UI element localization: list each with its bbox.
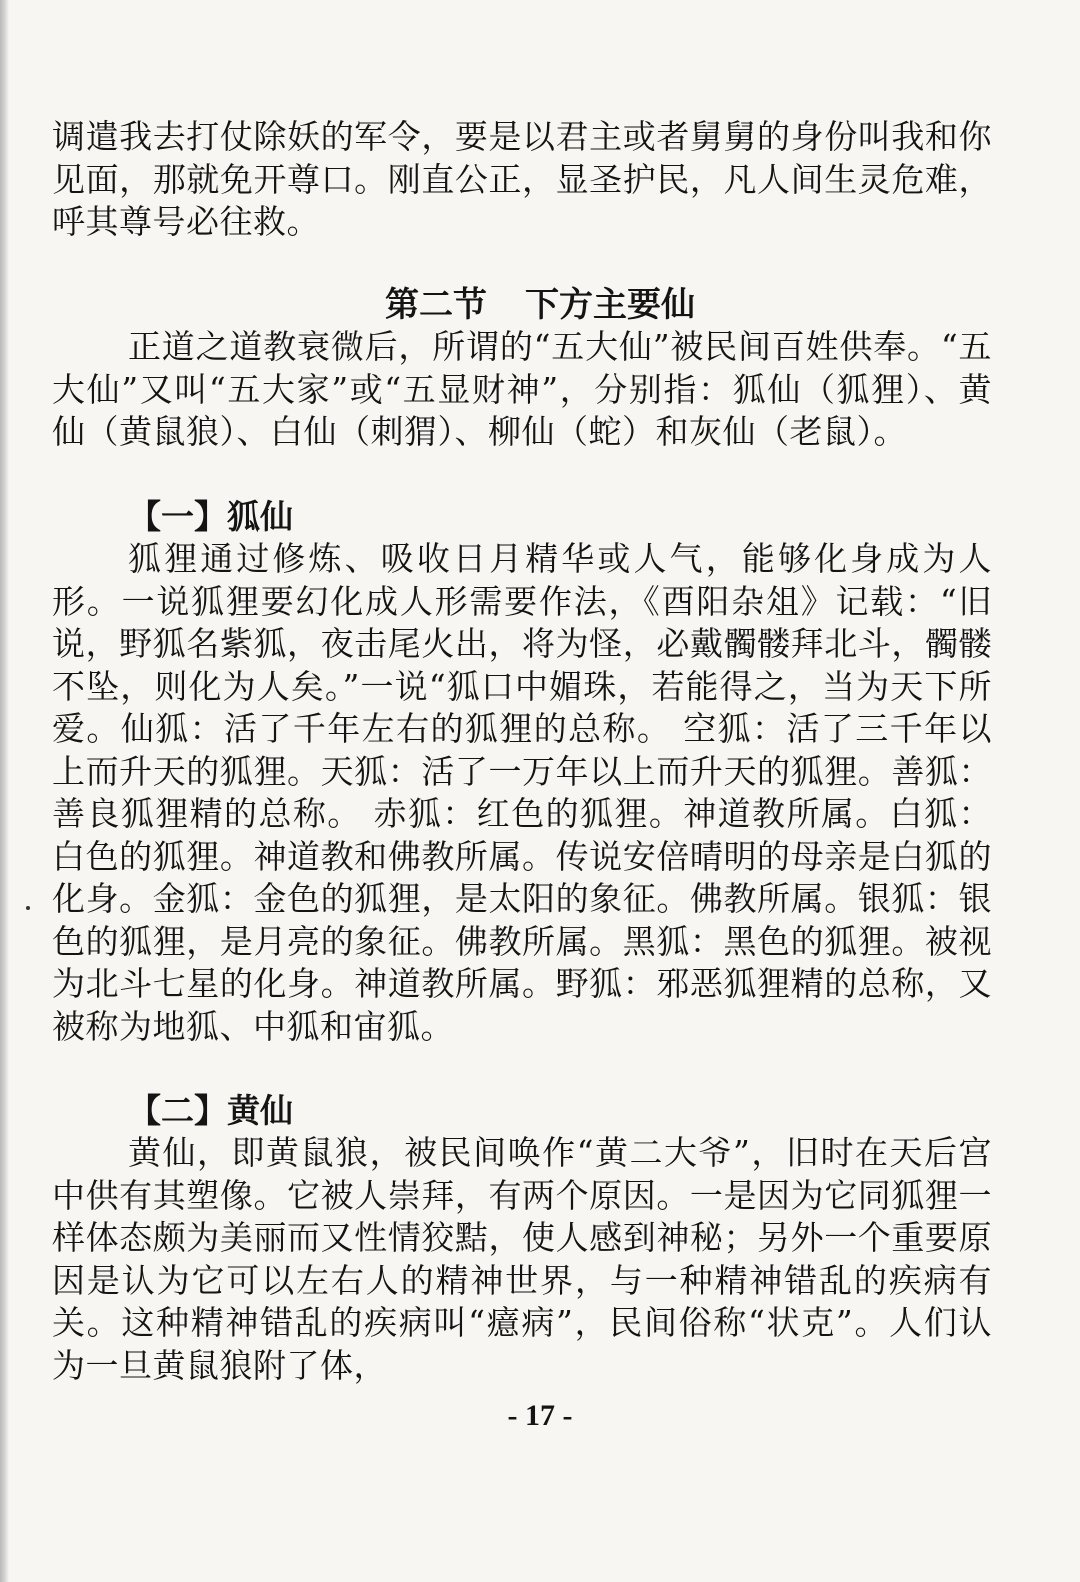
section-number: 第二节: [385, 285, 487, 325]
page-number: - 17 -: [507, 1399, 573, 1432]
section-title-text: 下方主要仙: [525, 285, 695, 325]
subheading-fox: 【一】狐仙: [128, 497, 293, 536]
continuation-paragraph: 调遣我去打仗除妖的军令，要是以君主或者舅舅的身份叫我和你见面，那就免开尊口。刚直公正，显圣护民，凡人间生灵危难，呼其尊号必往救。: [52, 117, 992, 241]
scan-speck: [26, 906, 30, 910]
subheading-weasel: 【二】黄仙: [128, 1091, 293, 1130]
fox-paragraph: 狐狸通过修炼、吸收日月精华或人气，能够化身成为人形。一说狐狸要幻化成人形需要作法，《酉阳杂俎》记载：“旧说，野狐名紫狐，夜击尾火出，将为怪，必戴髑髅拜北斗，髑髅不坠，则化为人矣。”一说“狐口中媚珠，若能得之，当为天下所爱。仙狐：活了千年左右的狐狸的总称。 空狐：活了三千年以上而升天的狐狸。天狐：活了一万年以上而升天的狐狸。善狐：善良狐狸精的总称。 赤狐：红色的狐狸。神道教所属。白狐：白色的狐狸。神道教和佛教所属。传说安倍晴明的母亲是白狐的化身。金狐：金色的狐狸，是太阳的象征。佛教所属。银狐：银色的狐狸，是月亮的象征。佛教所属。黑狐：黑色的狐狸。被视为北斗七星的化身。神道教所属。野狐：邪恶狐狸精的总称，又被称为地狐、中狐和宙狐。: [52, 539, 992, 1046]
intro-paragraph: 正道之道教衰微后，所谓的“五大仙”被民间百姓供奉。“五大仙”又叫“五大家”或“五显财神”，分别指：狐仙（狐狸）、黄仙（黄鼠狼）、白仙（刺猬）、柳仙（蛇）和灰仙（老鼠）。: [52, 327, 992, 451]
scan-page-edge: [0, 0, 9, 1582]
section-heading: [0, 284, 1080, 326]
weasel-paragraph: 黄仙，即黄鼠狼，被民间唤作“黄二大爷”，旧时在天后宫中供有其塑像。它被人崇拜，有两个原因。一是因为它同狐狸一样体态颇为美丽而又性情狡黠，使人感到神秘；另外一个重要原因是认为它可以左右人的精神世界，与一种精神错乱的疾病有关。这种精神错乱的疾病叫“癔病”，民间俗称“状克”。人们认为一旦黄鼠狼附了体，: [52, 1133, 992, 1385]
